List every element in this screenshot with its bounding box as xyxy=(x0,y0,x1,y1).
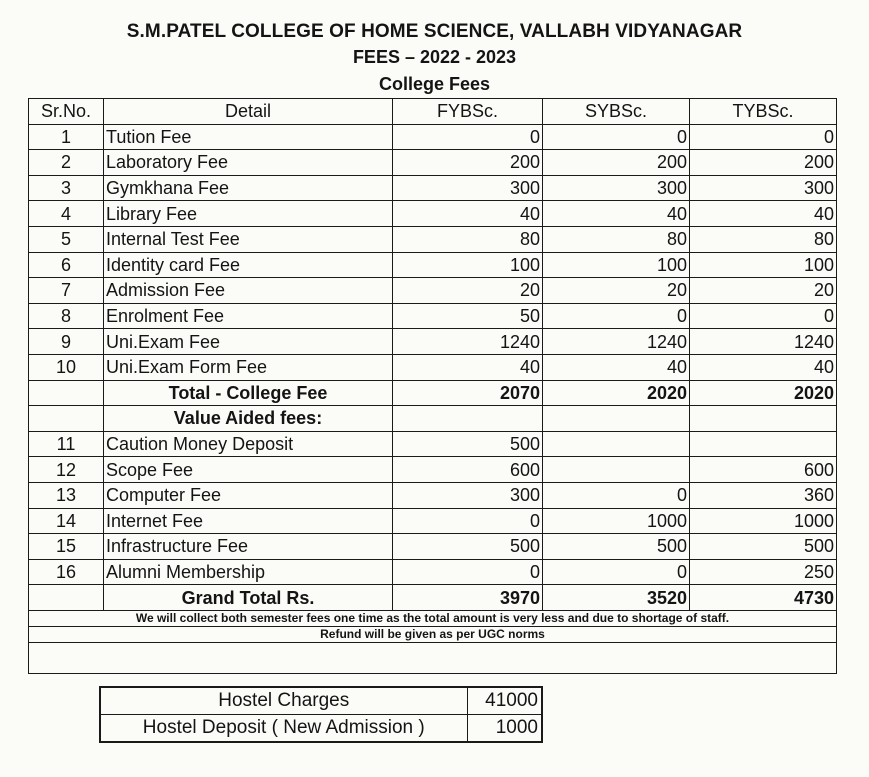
tybsc-total: 2020 xyxy=(690,380,837,406)
sr-no-cell: 2 xyxy=(29,150,104,176)
tybsc-cell xyxy=(690,431,837,457)
sybsc-total: 3520 xyxy=(543,585,690,611)
tybsc-cell: 1000 xyxy=(690,508,837,534)
sybsc-cell: 1240 xyxy=(543,329,690,355)
table-row xyxy=(29,457,837,483)
note-row xyxy=(29,610,837,626)
fybsc-cell: 500 xyxy=(393,431,543,457)
sybsc-cell: 40 xyxy=(543,354,690,380)
sybsc-cell xyxy=(543,431,690,457)
sybsc-cell: 1000 xyxy=(543,508,690,534)
sr-no-cell: 5 xyxy=(29,226,104,252)
detail-cell: Scope Fee xyxy=(104,457,393,483)
grand-total-row xyxy=(29,585,837,611)
sr-no-cell: 7 xyxy=(29,278,104,304)
detail-cell: Identity card Fee xyxy=(104,252,393,278)
column-header: TYBSc. xyxy=(690,99,837,125)
sr-no-cell: 3 xyxy=(29,175,104,201)
tybsc-cell: 250 xyxy=(690,559,837,585)
sybsc-cell: 200 xyxy=(543,150,690,176)
hostel-charges-table xyxy=(99,686,543,743)
detail-cell: Internal Test Fee xyxy=(104,226,393,252)
tybsc-total: 4730 xyxy=(690,585,837,611)
sr-no-cell: 14 xyxy=(29,508,104,534)
detail-cell: Gymkhana Fee xyxy=(104,175,393,201)
sybsc-cell: 40 xyxy=(543,201,690,227)
sybsc-cell: 300 xyxy=(543,175,690,201)
fybsc-total: 2070 xyxy=(393,380,543,406)
section-title: College Fees xyxy=(378,74,491,94)
sybsc-cell: 500 xyxy=(543,534,690,560)
fybsc-cell xyxy=(393,406,543,432)
note-text: Refund will be given as per UGC norms xyxy=(29,626,837,642)
sybsc-cell: 0 xyxy=(543,559,690,585)
table-row xyxy=(29,150,837,176)
tybsc-cell: 200 xyxy=(690,150,837,176)
college-title: S.M.PATEL COLLEGE OF HOME SCIENCE, VALLABH VIDYANAGAR xyxy=(126,21,743,42)
detail-cell: Tution Fee xyxy=(104,124,393,150)
sr-no-cell: 11 xyxy=(29,431,104,457)
table-row xyxy=(29,534,837,560)
sybsc-cell xyxy=(543,457,690,483)
sr-no-cell: 6 xyxy=(29,252,104,278)
table-row xyxy=(29,482,837,508)
tybsc-cell: 80 xyxy=(690,226,837,252)
note-text: We will collect both semester fees one time as the total amount is very less and due to shortage of staff. xyxy=(29,610,837,626)
hostel-amount: 1000 xyxy=(467,715,542,743)
sr-no-cell: 8 xyxy=(29,303,104,329)
note-row xyxy=(29,626,837,642)
empty-row xyxy=(29,642,837,673)
detail-cell: Laboratory Fee xyxy=(104,150,393,176)
fybsc-total: 3970 xyxy=(393,585,543,611)
sr-no-cell xyxy=(29,585,104,611)
fybsc-cell: 40 xyxy=(393,201,543,227)
column-header: Detail xyxy=(104,99,393,125)
total-label: Total - College Fee xyxy=(104,380,393,406)
table-row xyxy=(29,124,837,150)
table-row xyxy=(29,175,837,201)
sr-no-cell: 10 xyxy=(29,354,104,380)
empty-cell xyxy=(29,642,837,673)
detail-cell: Library Fee xyxy=(104,201,393,227)
detail-cell: Caution Money Deposit xyxy=(104,431,393,457)
hostel-label: Hostel Charges xyxy=(100,687,467,715)
sr-no-cell: 9 xyxy=(29,329,104,355)
tybsc-cell: 500 xyxy=(690,534,837,560)
sybsc-cell: 20 xyxy=(543,278,690,304)
value-aided-heading: Value Aided fees: xyxy=(104,406,393,432)
fybsc-cell: 300 xyxy=(393,482,543,508)
tybsc-cell: 600 xyxy=(690,457,837,483)
fybsc-cell: 500 xyxy=(393,534,543,560)
table-row xyxy=(29,201,837,227)
sybsc-total: 2020 xyxy=(543,380,690,406)
fybsc-cell: 300 xyxy=(393,175,543,201)
table-row xyxy=(100,715,542,743)
table-row xyxy=(29,508,837,534)
tybsc-cell: 0 xyxy=(690,124,837,150)
sr-no-cell: 16 xyxy=(29,559,104,585)
table-row xyxy=(29,252,837,278)
table-row xyxy=(29,354,837,380)
sybsc-cell: 0 xyxy=(543,303,690,329)
tybsc-cell: 100 xyxy=(690,252,837,278)
fybsc-cell: 100 xyxy=(393,252,543,278)
sr-no-cell: 4 xyxy=(29,201,104,227)
fybsc-cell: 50 xyxy=(393,303,543,329)
fybsc-cell: 600 xyxy=(393,457,543,483)
sr-no-cell xyxy=(29,406,104,432)
fybsc-cell: 1240 xyxy=(393,329,543,355)
table-row xyxy=(29,431,837,457)
sr-no-cell: 13 xyxy=(29,482,104,508)
fees-year-title: FEES – 2022 - 2023 xyxy=(352,47,517,67)
tybsc-cell: 360 xyxy=(690,482,837,508)
fybsc-cell: 0 xyxy=(393,508,543,534)
sr-no-cell: 12 xyxy=(29,457,104,483)
table-row xyxy=(29,303,837,329)
detail-cell: Uni.Exam Fee xyxy=(104,329,393,355)
detail-cell: Infrastructure Fee xyxy=(104,534,393,560)
value-aided-heading-row xyxy=(29,406,837,432)
sybsc-cell: 100 xyxy=(543,252,690,278)
sybsc-cell: 0 xyxy=(543,124,690,150)
fybsc-cell: 80 xyxy=(393,226,543,252)
column-header: SYBSc. xyxy=(543,99,690,125)
tybsc-cell: 20 xyxy=(690,278,837,304)
detail-cell: Enrolment Fee xyxy=(104,303,393,329)
sr-no-cell xyxy=(29,380,104,406)
detail-cell: Alumni Membership xyxy=(104,559,393,585)
table-row xyxy=(29,559,837,585)
fybsc-cell: 200 xyxy=(393,150,543,176)
total-label: Grand Total Rs. xyxy=(104,585,393,611)
tybsc-cell xyxy=(690,406,837,432)
detail-cell: Uni.Exam Form Fee xyxy=(104,354,393,380)
sr-no-cell: 1 xyxy=(29,124,104,150)
sr-no-cell: 15 xyxy=(29,534,104,560)
table-header-row xyxy=(29,99,837,125)
hostel-amount: 41000 xyxy=(467,687,542,715)
tybsc-cell: 40 xyxy=(690,354,837,380)
tybsc-cell: 40 xyxy=(690,201,837,227)
sybsc-cell: 0 xyxy=(543,482,690,508)
sybsc-cell: 80 xyxy=(543,226,690,252)
sybsc-cell xyxy=(543,406,690,432)
table-row xyxy=(100,687,542,715)
detail-cell: Computer Fee xyxy=(104,482,393,508)
fybsc-cell: 40 xyxy=(393,354,543,380)
table-row xyxy=(29,329,837,355)
column-header: FYBSc. xyxy=(393,99,543,125)
column-header: Sr.No. xyxy=(29,99,104,125)
fees-table xyxy=(28,98,837,674)
college-total-row xyxy=(29,380,837,406)
tybsc-cell: 300 xyxy=(690,175,837,201)
table-row xyxy=(29,226,837,252)
fybsc-cell: 0 xyxy=(393,559,543,585)
detail-cell: Admission Fee xyxy=(104,278,393,304)
tybsc-cell: 1240 xyxy=(690,329,837,355)
fybsc-cell: 0 xyxy=(393,124,543,150)
detail-cell: Internet Fee xyxy=(104,508,393,534)
hostel-label: Hostel Deposit ( New Admission ) xyxy=(100,715,467,743)
tybsc-cell: 0 xyxy=(690,303,837,329)
fybsc-cell: 20 xyxy=(393,278,543,304)
table-row xyxy=(29,278,837,304)
